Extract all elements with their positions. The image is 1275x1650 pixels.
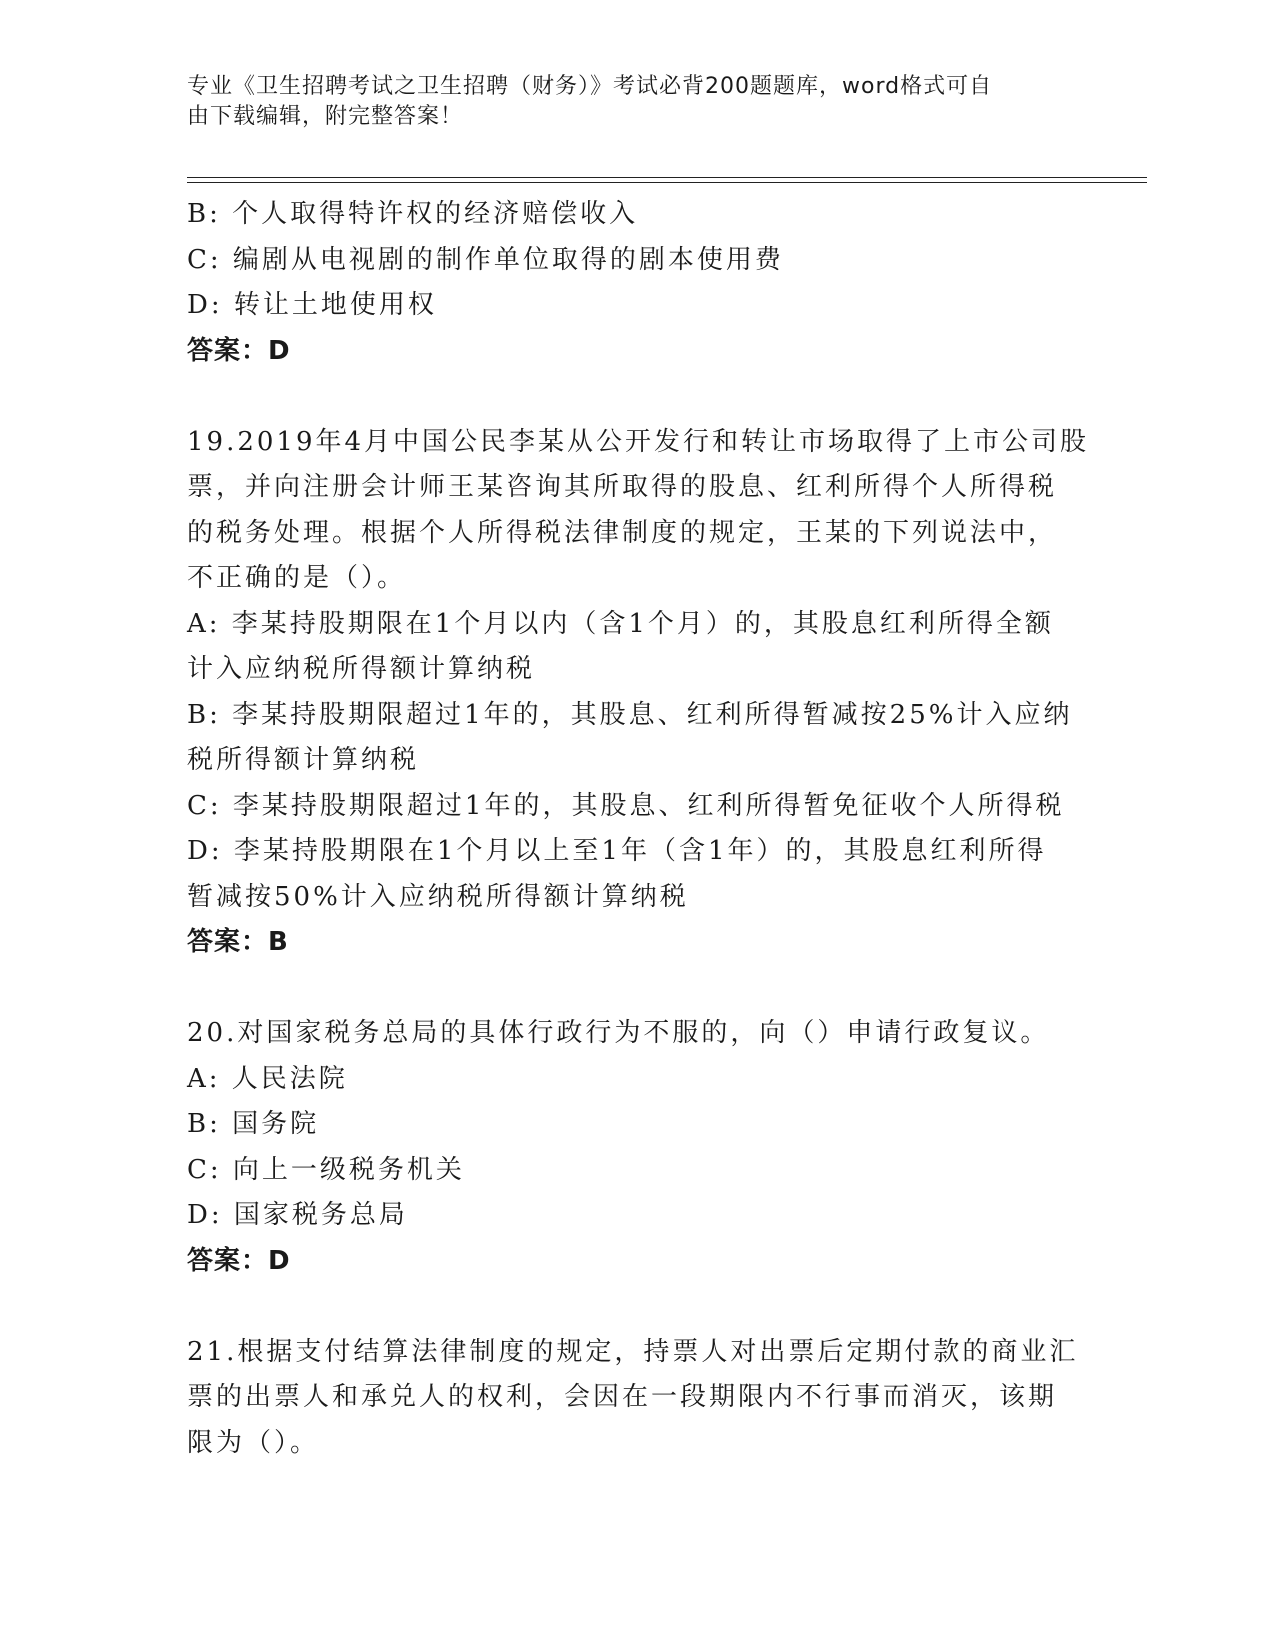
question-stem-line: 票，并向注册会计师王某咨询其所取得的股息、红利所得个人所得税 (187, 472, 1058, 502)
option-b: B: 个人取得特许权的经济赔偿收入 (187, 199, 639, 229)
header-divider-top (187, 177, 1147, 178)
header-line-1: 专业《卫生招聘考试之卫生招聘（财务）》考试必背200题题库，word格式可自 (187, 74, 993, 99)
option-d: D: 国家税务总局 (187, 1200, 408, 1230)
question-18 (187, 192, 1067, 374)
question-stem-line: 不正确的是（）。 (187, 563, 407, 593)
answer-label: 答案：D (187, 1245, 291, 1276)
document-header (187, 72, 1067, 132)
question-stem-line: 限为（）。 (187, 1427, 320, 1458)
question-stem-line: 21.根据支付结算法律制度的规定，持票人对出票后定期付款的商业汇 (187, 1336, 1079, 1367)
answer-label: 答案：D (187, 335, 291, 366)
question-stem-line: 20.对国家税务总局的具体行政行为不服的，向（）申请行政复议。 (187, 1018, 1050, 1048)
option-c: C: 编剧从电视剧的制作单位取得的剧本使用费 (187, 244, 784, 275)
option-d-continued: 暂减按50%计入应纳税所得额计算纳税 (187, 881, 689, 912)
spacer (187, 1284, 1067, 1330)
option-d: D: 李某持股期限在1个月以上至1年（含1年）的，其股息红利所得 (187, 836, 1047, 866)
spacer (187, 374, 1067, 420)
option-d: D: 转让土地使用权 (187, 290, 437, 320)
header-line-2: 由下载编辑，附完整答案！ (187, 104, 464, 129)
question-stem-line: 票的出票人和承兑人的权利，会因在一段期限内不行事而消灭，该期 (187, 1382, 1058, 1412)
option-a-continued: 计入应纳税所得额计算纳税 (187, 654, 536, 684)
option-c: C: 向上一级税务机关 (187, 1154, 465, 1185)
option-c: C: 李某持股期限超过1年的，其股息、红利所得暂免征收个人所得税 (187, 790, 1065, 821)
question-20 (187, 1011, 1067, 1284)
answer-label: 答案：B (187, 927, 289, 957)
option-a: A: 人民法院 (187, 1063, 348, 1094)
option-b: B: 国务院 (187, 1109, 320, 1139)
question-19 (187, 420, 1090, 966)
question-stem-line: 19.2019年4月中国公民李某从公开发行和转让市场取得了上市公司股 (187, 426, 1090, 457)
option-b-continued: 税所得额计算纳税 (187, 745, 420, 775)
option-b: B: 李某持股期限超过1年的，其股息、红利所得暂减按25%计入应纳 (187, 699, 1073, 730)
document-body (187, 192, 1090, 1466)
question-stem-line: 的税务处理。根据个人所得税法律制度的规定，王某的下列说法中， (187, 517, 1058, 548)
spacer (187, 966, 1067, 1012)
question-21 (187, 1330, 1079, 1467)
option-a: A: 李某持股期限在1个月以内（含1个月）的，其股息红利所得全额 (187, 608, 1054, 639)
header-divider-bottom (187, 182, 1147, 183)
